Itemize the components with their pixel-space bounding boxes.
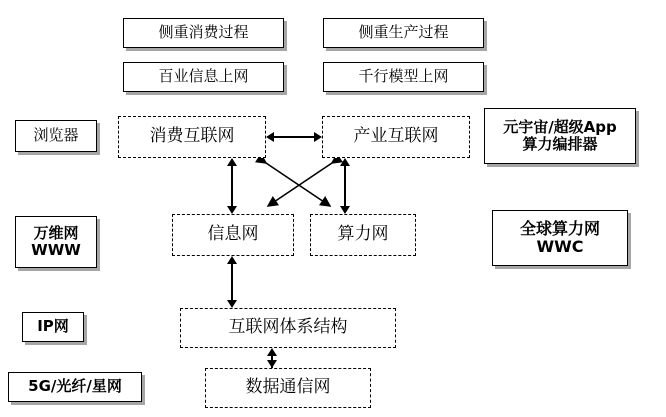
connector-information-architecture-arrow-up <box>227 256 237 264</box>
connector-industrial-information-diagonal <box>268 163 332 206</box>
label-browser-text: 浏览器 <box>33 126 79 145</box>
node-information-net-text: 信息网 <box>207 224 259 245</box>
node-internet-architecture[interactable] <box>180 308 396 348</box>
connector-consumer-industrial-arrow-right <box>314 132 322 142</box>
label-wwc <box>492 210 628 266</box>
connector-architecture-datacomm-arrow-up <box>267 348 277 356</box>
node-consumer-internet[interactable] <box>118 116 266 158</box>
connector-consumer-industrial-arrow-left <box>266 132 274 142</box>
node-computing-power-net[interactable] <box>310 214 416 256</box>
label-www <box>15 216 97 268</box>
label-metaverse-superapp <box>484 108 636 164</box>
label-produce-focus-text: 侧重生产过程 <box>358 23 449 42</box>
connector-consumer-industrial-line <box>274 136 314 138</box>
label-5g-fiber-satellite <box>8 372 142 402</box>
connector-architecture-datacomm-arrow-down <box>267 360 277 368</box>
label-browser <box>15 120 97 152</box>
connector-information-architecture-arrow-down <box>227 300 237 308</box>
connector-industrial-computing-arrow-up <box>340 158 350 166</box>
node-consumer-internet-text: 消费互联网 <box>149 126 235 147</box>
label-thousand-model-online-text: 千行模型上网 <box>358 67 449 86</box>
connector-consumer-information-arrow-up <box>227 158 237 166</box>
label-ip-net <box>22 312 84 342</box>
node-industrial-internet-text: 产业互联网 <box>353 126 439 147</box>
connector-information-architecture-line <box>231 264 233 300</box>
label-consume-focus <box>123 18 284 48</box>
label-all-industry-info-online-text: 百业信息上网 <box>158 67 249 86</box>
label-wwc-text: 全球算力网 WWC <box>519 218 600 256</box>
node-internet-architecture-text: 互联网体系结构 <box>228 317 348 338</box>
label-produce-focus <box>323 18 484 48</box>
connector-consumer-information-arrow-down <box>227 206 237 214</box>
node-data-communication-net-text: 数据通信网 <box>245 377 331 398</box>
node-data-communication-net[interactable] <box>205 368 371 408</box>
label-5g-fiber-satellite-text: 5G/光纤/星网 <box>28 377 122 396</box>
connector-consumer-computing-diagonal <box>266 163 330 206</box>
node-industrial-internet[interactable] <box>322 116 470 158</box>
node-computing-power-net-text: 算力网 <box>337 224 389 245</box>
connector-consumer-information-line <box>231 166 233 206</box>
label-all-industry-info-online <box>123 62 284 92</box>
connector-industrial-computing-arrow-down <box>340 206 350 214</box>
label-ip-net-text: IP网 <box>37 317 69 336</box>
node-information-net[interactable] <box>172 214 294 256</box>
label-metaverse-superapp-text: 元宇宙/超级App 算力编排器 <box>503 117 617 153</box>
connector-industrial-computing-line <box>344 166 346 206</box>
label-thousand-model-online <box>323 62 484 92</box>
label-www-text: 万维网 WWW <box>31 223 81 259</box>
label-consume-focus-text: 侧重消费过程 <box>158 23 249 42</box>
